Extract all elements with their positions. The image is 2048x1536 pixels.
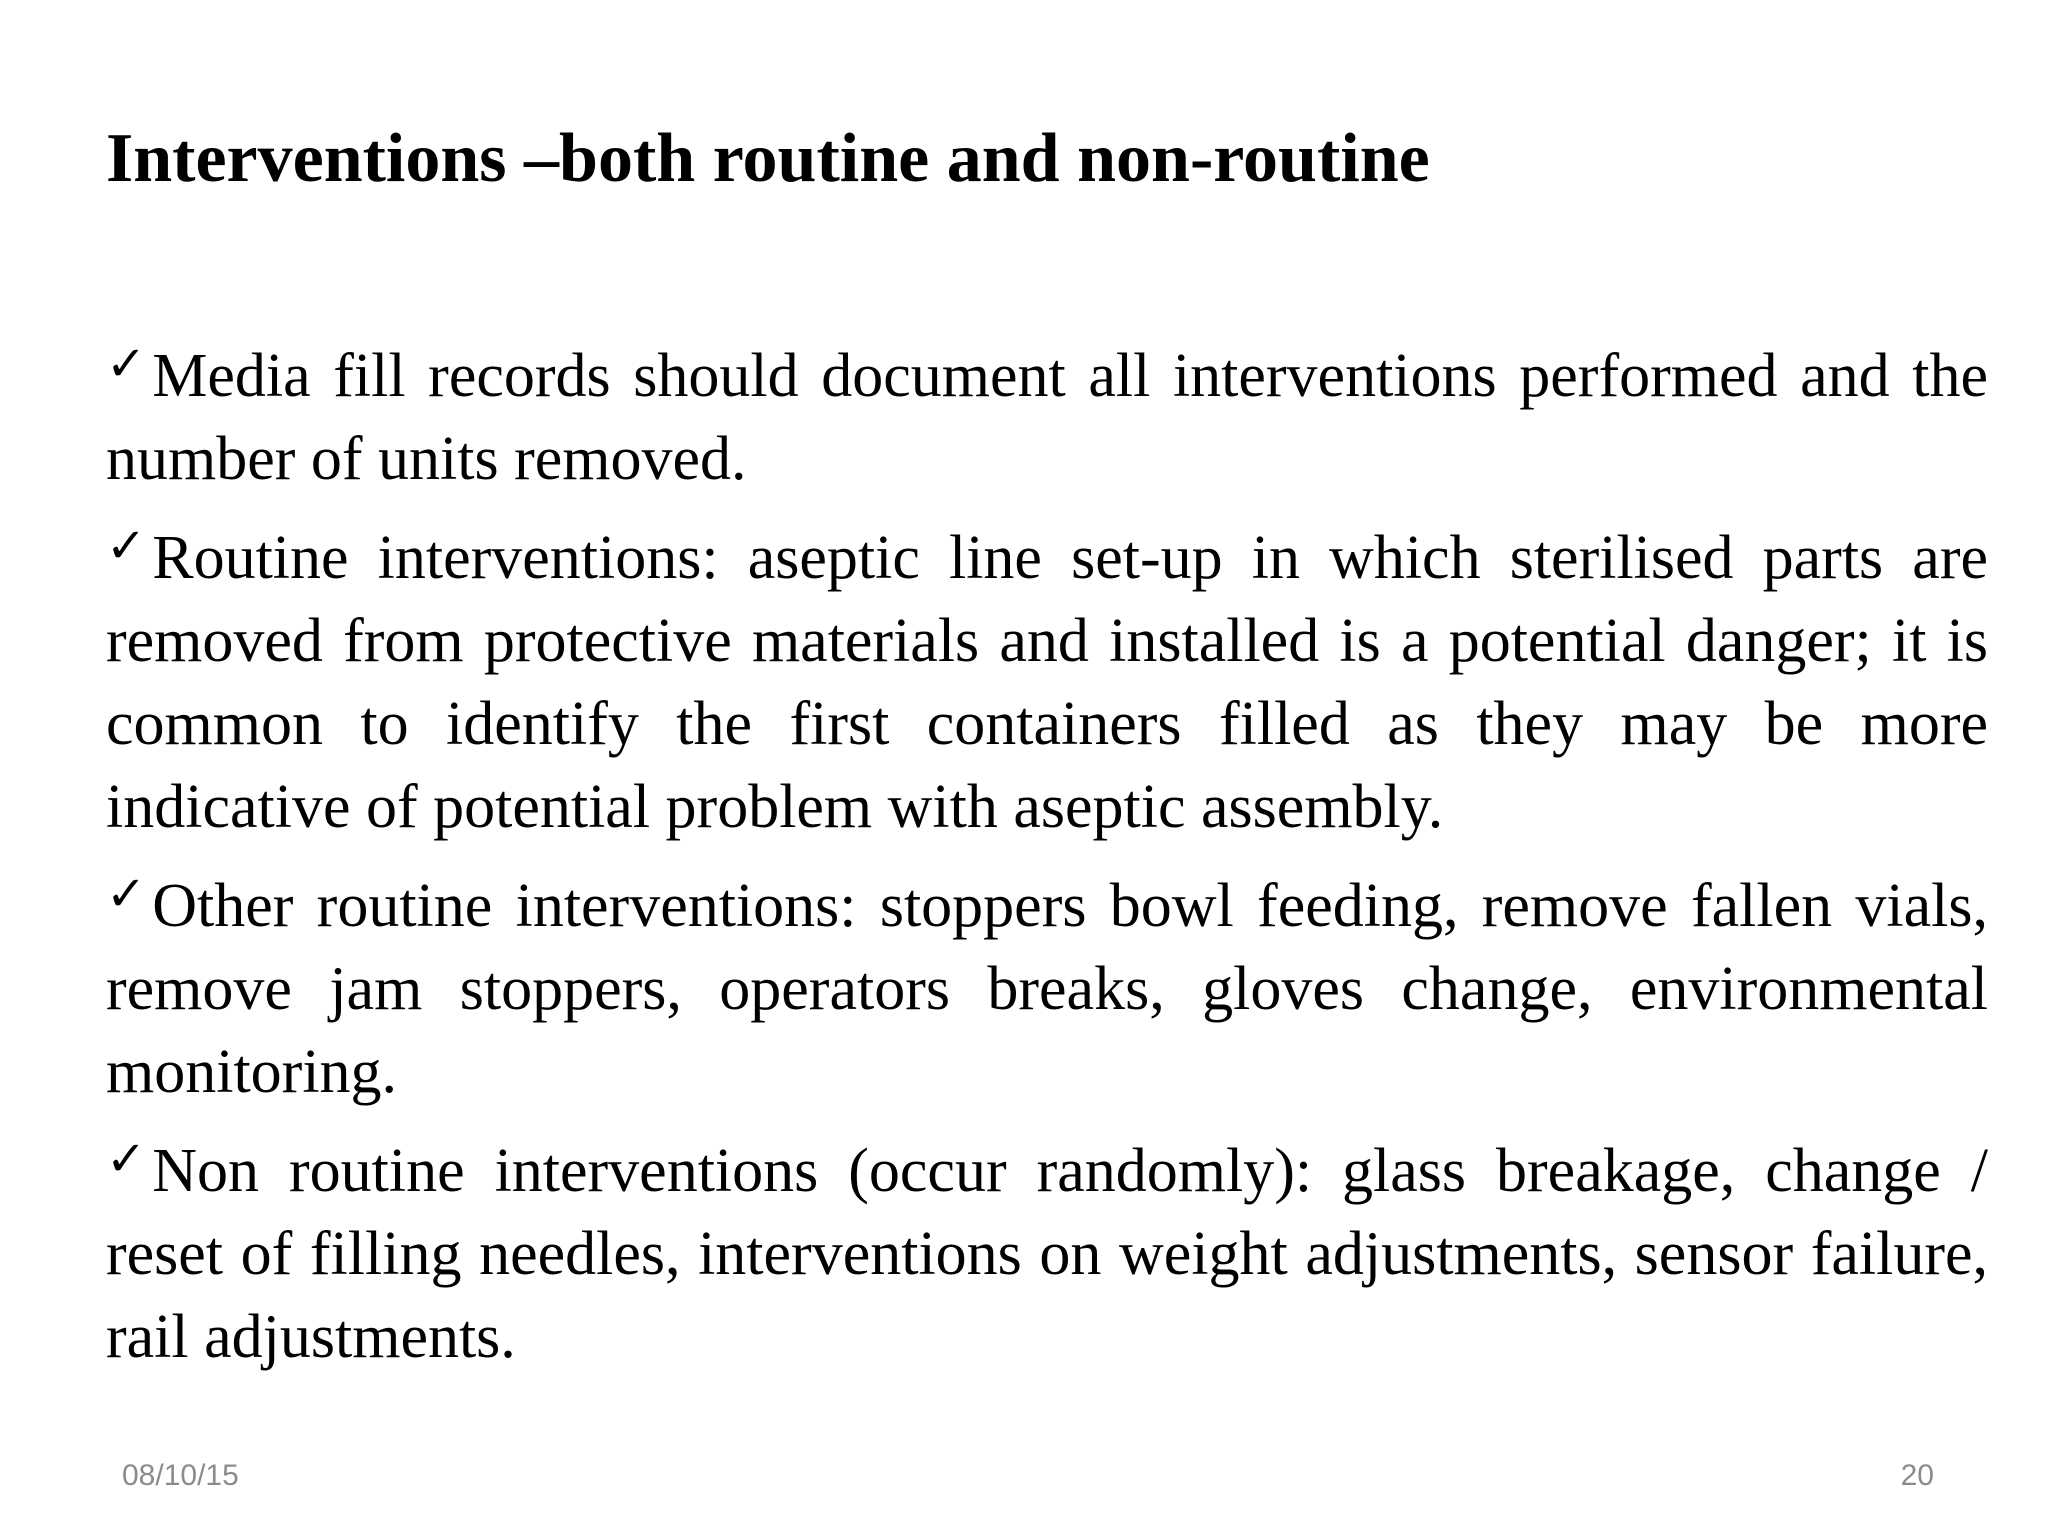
- checkmark-icon: ✓: [106, 518, 147, 574]
- bullet-item: [106, 1130, 1988, 1379]
- bullet-list: [106, 335, 1988, 1395]
- bullet-text: Media fill records should document all interventions performed and the number of units removed.: [106, 342, 1988, 493]
- checkmark-icon: ✓: [106, 866, 147, 922]
- page-number: 20: [1900, 1459, 1934, 1492]
- footer-date: 08/10/15: [122, 1459, 239, 1492]
- bullet-text: Other routine interventions: stoppers bowl feeding, remove fallen vials, remove jam stoppers, operators breaks, gloves change, environmental monitoring.: [106, 872, 1988, 1106]
- checkmark-icon: ✓: [106, 336, 147, 392]
- bullet-item: [106, 865, 1988, 1114]
- bullet-text: Routine interventions: aseptic line set-up in which sterilised parts are removed from protective materials and installed is a potential danger; it is common to identify the first containers filled as they may be more indicative of potential problem with aseptic assembly.: [106, 524, 1988, 841]
- bullet-text: Non routine interventions (occur randomly): glass breakage, change / reset of filling needles, interventions on weight adjustments, sensor failure, rail adjustments.: [106, 1137, 1988, 1371]
- checkmark-icon: ✓: [106, 1131, 147, 1187]
- slide-title: Interventions –both routine and non-routine: [106, 120, 1430, 197]
- bullet-item: [106, 517, 1988, 849]
- bullet-item: [106, 335, 1988, 501]
